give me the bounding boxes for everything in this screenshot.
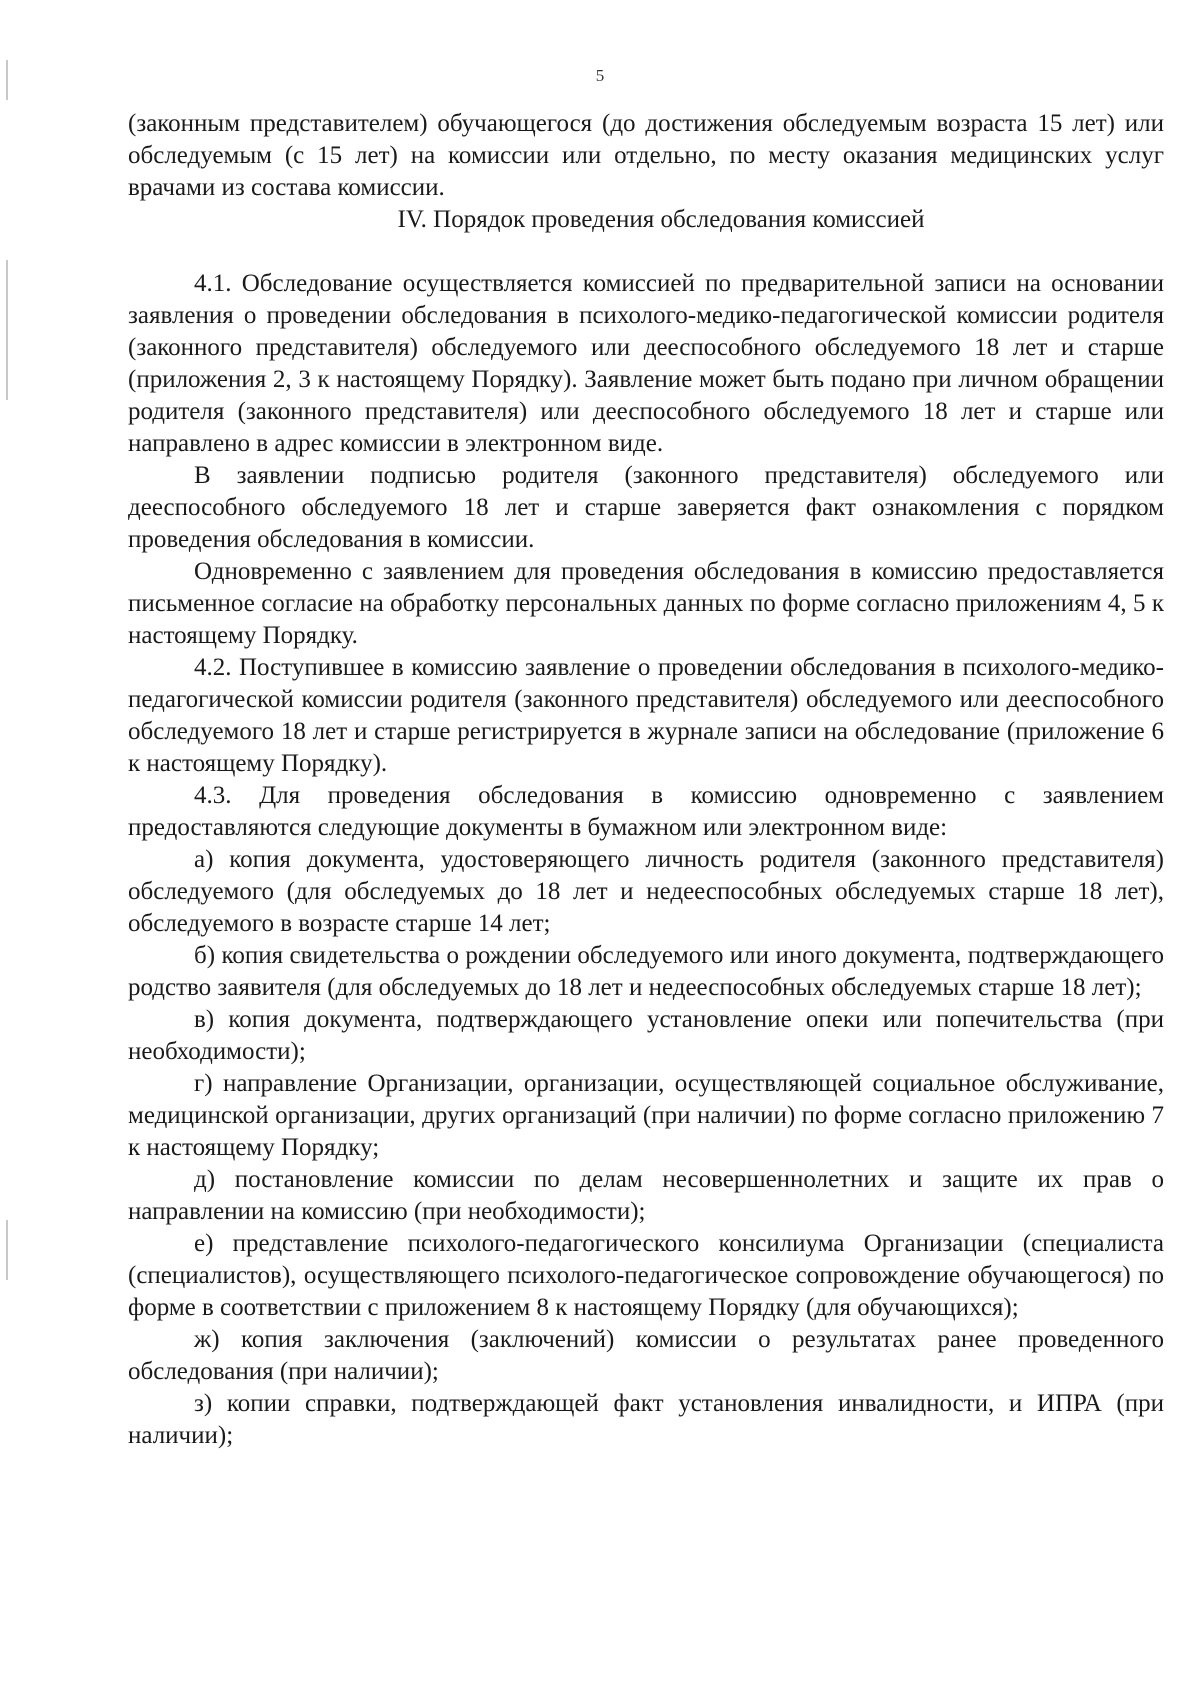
document-body [128,108,1164,1452]
scan-artifact [6,260,8,400]
list-item-zh: ж) копия заключения (заключений) комиссии о результатах ранее проведенного обследования (при наличии); [128,1326,1164,1385]
paragraph-signature: В заявлении подписью родителя (законного представителя) обследуемого или дееспособного обследуемого 18 лет и старше заверяется факт ознакомления с порядком проведения обследования в комиссии. [128,462,1164,553]
list-item-b: б) копия свидетельства о рождении обследуемого или иного документа, подтверждающего родство заявителя (для обследуемых до 18 лет и недееспособных обследуемых старше 18 лет); [128,942,1164,1001]
list-item-d: д) постановление комиссии по делам несовершеннолетних и защите их прав о направлении на комиссию (при необходимости); [128,1166,1164,1225]
paragraph-continuation: (законным представителем) обучающегося (до достижения обследуемым возраста 15 лет) или обследуемым (с 15 лет) на комиссии или отдельно, по месту оказания медицинских услуг врачами из состава комиссии. [128,110,1164,201]
page-number: 5 [595,66,605,85]
paragraph-4-3: 4.3. Для проведения обследования в комиссию одновременно с заявлением предоставляются следующие документы в бумажном или электронном виде: [128,782,1164,841]
section-heading: IV. Порядок проведения обследования комиссией [397,206,925,233]
paragraph-4-1: 4.1. Обследование осуществляется комиссией по предварительной записи на основании заявления о проведении обследования в психолого-медико-педагогической комиссии родителя (законного представителя) обследуемого или дееспособного обследуемого 18 лет и старше (приложения 2, 3 к настоящему Порядку). Заявление может быть подано при личном обращении родителя (законного представителя) или дееспособного обследуемого 18 лет и старше или направлено в адрес комиссии в электронном виде. [128,270,1164,457]
list-item-g: г) направление Организации, организации, осуществляющей социальное обслуживание, медицинской организации, других организаций (при наличии) по форме согласно приложению 7 к настоящему Порядку; [128,1070,1164,1161]
list-item-e: е) представление психолого-педагогического консилиума Организации (специалиста (специалистов), осуществляющего психолого-педагогическое сопровождение обучающегося) по форме в соответствии с приложением 8 к настоящему Порядку (для обучающихся); [128,1230,1164,1321]
paragraph-4-2: 4.2. Поступившее в комиссию заявление о проведении обследования в психолого-медико-педагогической комиссии родителя (законного представителя) обследуемого или дееспособного обследуемого 18 лет и старше регистрируется в журнале записи на обследование (приложение 6 к настоящему Порядку). [128,654,1164,777]
paragraph-consent: Одновременно с заявлением для проведения обследования в комиссию предоставляется письменное согласие на обработку персональных данных по форме согласно приложениям 4, 5 к настоящему Порядку. [128,558,1164,649]
list-item-a: а) копия документа, удостоверяющего личность родителя (законного представителя) обследуемого (для обследуемых до 18 лет и недееспособных обследуемых старше 18 лет), обследуемого в возрасте старше 14 лет; [128,846,1164,937]
list-item-v: в) копия документа, подтверждающего установление опеки или попечительства (при необходимости); [128,1006,1164,1065]
list-item-z: з) копии справки, подтверждающей факт установления инвалидности, и ИПРА (при наличии); [128,1390,1164,1449]
scan-artifact [6,1220,8,1280]
